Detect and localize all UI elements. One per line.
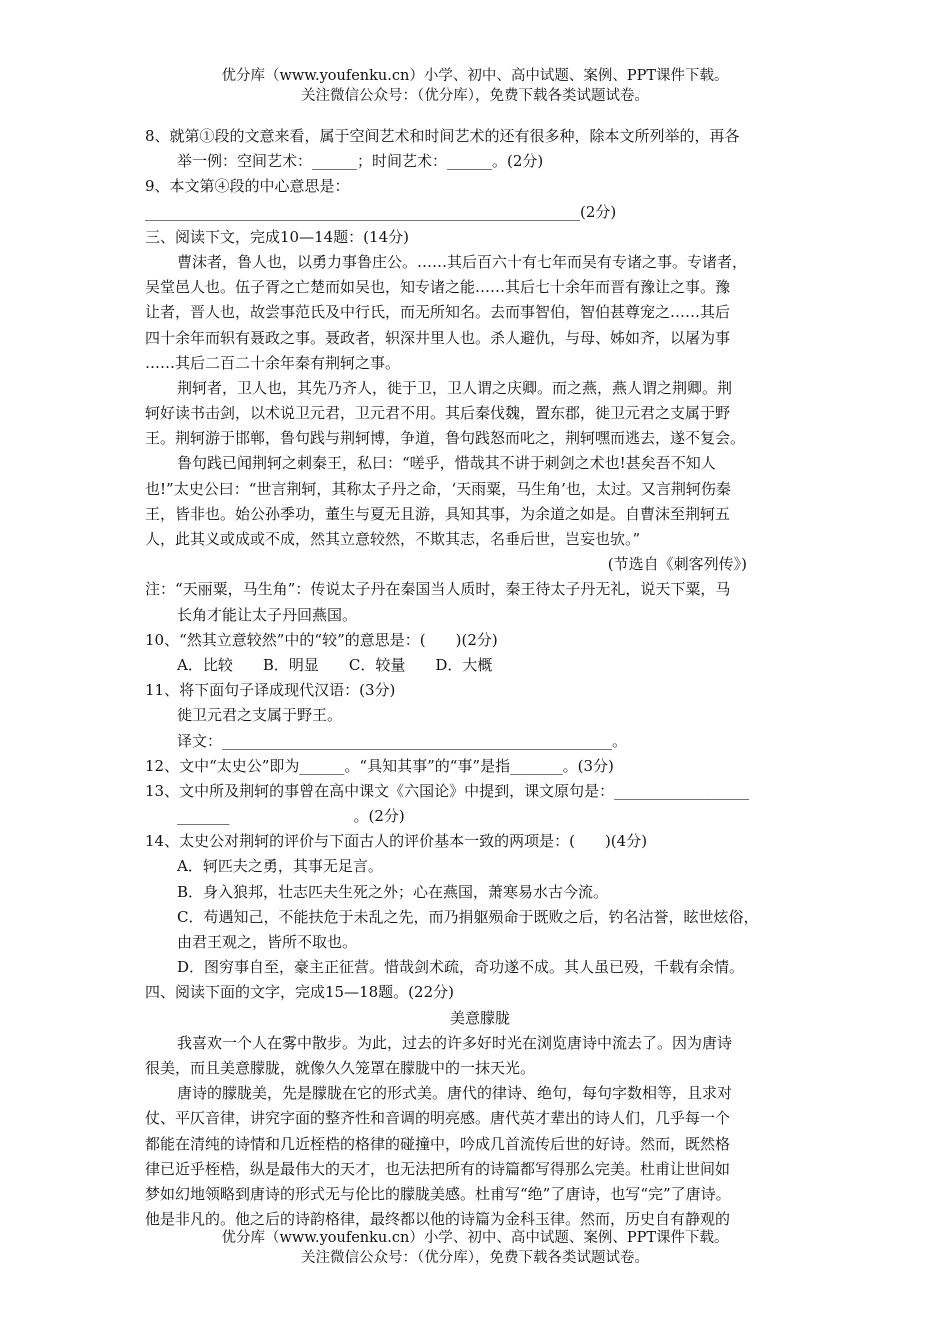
header-line-1: 优分库（www.youfenku.cn）小学、初中、高中试题、案例、PPT课件下载。 [221,68,729,84]
text-line: 四、阅读下面的文字，完成15—18题。(22分) [145,983,454,1002]
text-line: 美意朦胧 [449,1008,510,1027]
text-line: 徙卫元君之支属于野王。 [177,706,343,725]
text-line: D．图穷事自至，豪主正征营。惜哉剑术疏，奇功遂不成。其人虽已殁，千载有余情。 [177,958,745,977]
page-header [0,66,950,106]
text-line: 梦如幻地领略到唐诗的形式无与伦比的朦胧美感。杜甫写“绝”了唐诗，也写“完”了唐诗。 [145,1184,731,1203]
text-line: 12、文中“太史公”即为______。“具知其事”的“事”是指_______。(3分) [145,756,614,775]
text-line: B．身入狼邦，壮志匹夫生死之外；心在燕国，萧寒易水古今流。 [177,882,609,901]
header-line-2: 关注微信公众号：（优分库），免费下载各类试题试卷。 [301,88,649,104]
text-line: 14、太史公对荆轲的评价与下面古人的评价基本一致的两项是：( )(4分) [145,832,648,851]
text-line: _______ 。(2分) [177,807,405,826]
text-line: C．苟遇知己，不能扶危于未乱之先，而乃捐躯殒命于既败之后，钓名沽誉，眩世炫俗， [177,907,759,926]
text-line: 律已近乎桎梏，纵是最伟大的天才，也无法把所有的诗篇都写得那么完美。杜甫让世间如 [145,1159,731,1178]
text-line: 王，皆非也。始公孙季功，董生与夏无且游，具知其事，为余道之如是。自曹沫至荆轲五 [145,504,731,523]
text-line: 人，此其义或成或不成，然其立意较然，不欺其志，名垂后世，岂妄也欤。” [145,530,641,548]
text-line: 荆轲者，卫人也，其先乃齐人，徙于卫，卫人谓之庆卿。而之燕，燕人谓之荆卿。荆 [177,378,733,397]
text-line: 鲁句践已闻荆轲之刺秦王，私曰：“嗟乎，惜哉其不讲于刺剑之术也!甚矣吾不知人 [177,454,716,473]
text-line: A．比较 B．明显 C．较量 D．大概 [177,655,493,674]
text-line: 9、本文第④段的中心意思是： [145,177,350,196]
text-line: 四十余年而轵有聂政之事。聂政者，轵深井里人也。杀人避仇，与母、姊如齐，以屠为事 [145,328,731,347]
text-line: 轲好读书击剑，以术说卫元君，卫元君不用。其后秦伐魏，置东郡，徙卫元君之支属于野 [145,404,731,423]
footer-line-2: 关注微信公众号：（优分库），免费下载各类试题试卷。 [301,1250,649,1266]
text-line: 都能在清纯的诗情和几近桎梏的格律的碰撞中，吟成几首流传后世的好诗。然而，既然格 [145,1134,731,1153]
text-line: ……其后二百二十余年秦有荆轲之事。 [145,353,401,372]
text-line: 由君王观之，皆所不取也。 [177,933,358,951]
document-body [145,124,815,1232]
text-line: 让者，晋人也，故尝事范氏及中行氏，而无所知名。去而事智伯，智伯甚尊宠之……其后 [145,303,731,322]
text-line: 唐诗的朦胧美，先是朦胧在它的形式美。唐代的律诗、绝句，每句字数相等，且求对 [177,1084,733,1103]
text-line: 译文：____________________________________________________。 [177,731,628,750]
text-line: 三、阅读下文，完成10—14题：(14分) [145,227,409,246]
text-line: 吴堂邑人也。伍子胥之亡楚而如吴也，知专诸之能……其后七十余年而晋有豫让之事。豫 [145,278,731,297]
page-footer [0,1228,950,1268]
text-line: A．轲匹夫之勇，其事无足言。 [177,857,383,876]
text-line: 仗、平仄音律，讲究字面的整齐性和音调的明亮感。唐代英才辈出的诗人们，几乎每一个 [145,1109,731,1128]
text-line: 11、将下面句子译成现代汉语：(3分) [145,681,396,700]
text-line: 8、就第①段的文意来看，属于空间艺术和时间艺术的还有很多种，除本文所列举的，再各 [145,127,740,145]
text-line: __________________________________________________________(2分) [145,202,617,221]
text-line: 长角才能让太子丹回燕国。 [177,605,358,624]
text-line: 王。荆轲游于邯郸，鲁句践与荆轲博，争道，鲁句践怒而叱之，荆轲嘿而逃去，遂不复会。 [145,429,746,448]
text-line: 很美，而且美意朦胧，就像久久笼罩在朦胧中的一抹天光。 [145,1058,536,1077]
text-line: 注：“天丽粟，马生角”：传说太子丹在秦国当人质时，秦王待太子丹无礼，说天下粟，马 [145,580,731,599]
text-line: 他是非凡的。他之后的诗韵格律，最终都以他的诗篇为金科玉律。然而，历史自有静观的 [145,1210,731,1229]
text-line: 我喜欢一个人在雾中散步。为此，过去的许多好时光在浏览唐诗中流去了。因为唐诗 [177,1033,733,1052]
text-line: (节选自《刺客列传》) [607,555,747,574]
text-line: 也!”太史公曰：“世言荆轲，其称太子丹之命，‘天雨粟，马生角’也，太过。又言荆轲伤秦 [145,479,731,498]
footer-line-1: 优分库（www.youfenku.cn）小学、初中、高中试题、案例、PPT课件下载。 [221,1230,729,1246]
text-line: 13、文中所及荆轲的事曾在高中课文《六国论》中提到，课文原句是：__________________ [145,781,750,800]
text-line: 举一例：空间艺术：______；时间艺术：______。(2分) [177,152,544,171]
text-line: 曹沫者，鲁人也，以勇力事鲁庄公。……其后百六十有七年而吴有专诸之事。专诸者， [177,252,748,271]
text-line: 10、“然其立意较然”中的“较”的意思是：( )(2分) [145,630,498,649]
